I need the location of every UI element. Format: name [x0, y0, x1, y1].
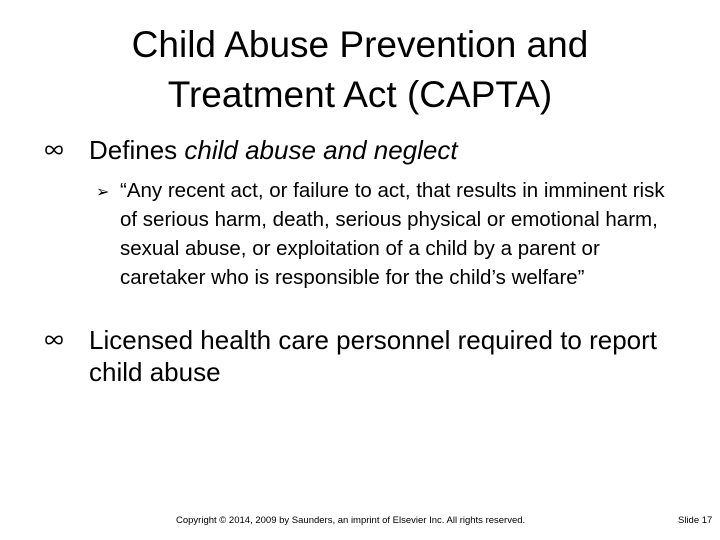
footer-copyright: Copyright © 2014, 2009 by Saunders, an imprint of Elsevier Inc. All rights reserved.	[176, 515, 526, 526]
sub-bullet-definition	[96, 176, 666, 292]
sub-bullet-definition-text: “Any recent act, or failure to act, that results in imminent risk of serious harm, death, serious physical or emotional harm, sexual abuse, or exploitation of a child by a parent or caretaker who is responsible for the child’s welfare”	[120, 179, 665, 289]
bullet-defines-text	[89, 134, 664, 166]
bullet-licensed-personnel	[44, 324, 664, 388]
bullet-defines	[44, 134, 664, 166]
bullet-defines-plain: Defines	[89, 135, 185, 165]
slide-title	[60, 20, 660, 120]
slide-title-line-2: Treatment Act (CAPTA)	[167, 74, 553, 115]
bullet-licensed-personnel-text: Licensed health care personnel required to report child abuse	[89, 325, 658, 387]
slide-number: Slide 17	[678, 515, 713, 526]
slide-title-line-1: Child Abuse Prevention and	[131, 24, 589, 65]
infinity-bullet-icon	[44, 140, 64, 160]
arrowhead-bullet-icon: ➢	[96, 182, 110, 201]
infinity-bullet-icon	[44, 330, 64, 350]
bullet-defines-italic: child abuse and neglect	[184, 135, 458, 165]
